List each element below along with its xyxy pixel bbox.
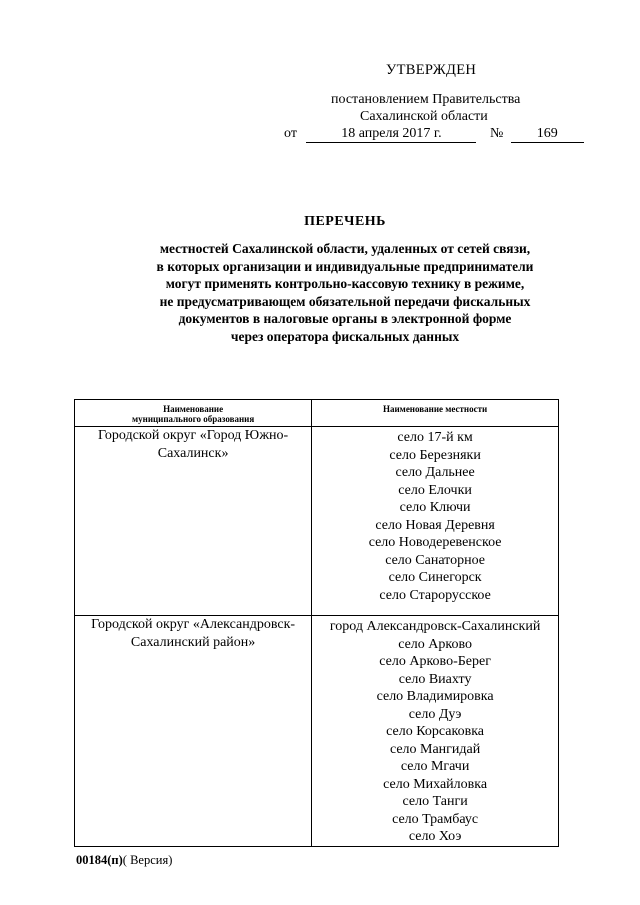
locality-item: село Санаторное bbox=[385, 552, 485, 568]
locality-item: село Новая Деревня bbox=[375, 517, 495, 533]
locality-item: село Владимировка bbox=[376, 689, 494, 704]
municipality-cell: Городской округ «Александровск-Сахалинский район» bbox=[75, 616, 312, 847]
locality-item: село Ключи bbox=[399, 500, 471, 515]
approval-number: 169 bbox=[511, 126, 584, 143]
locality-item: село Корсаковка bbox=[386, 724, 485, 739]
localities-cell bbox=[312, 427, 559, 616]
locality-item: село Арково bbox=[398, 636, 472, 652]
locality-item: село Хоэ bbox=[408, 829, 462, 844]
locality-item: село Трамбаус bbox=[392, 811, 479, 827]
locality-list bbox=[312, 616, 558, 846]
document-code bbox=[76, 853, 172, 868]
document-subtitle bbox=[70, 240, 620, 345]
subtitle-line: не предусматривающем обязательной передачи фискальных bbox=[159, 293, 531, 309]
locality-item: село Синегорск bbox=[388, 570, 482, 585]
table-row bbox=[75, 427, 559, 616]
locality-item: село Дальнее bbox=[395, 465, 475, 480]
locality-item: село Березняки bbox=[389, 447, 481, 463]
subtitle-line: через оператора фискальных данных bbox=[230, 328, 460, 344]
locality-item: село 17-й км bbox=[397, 430, 473, 445]
table-header-row bbox=[75, 400, 559, 427]
subtitle-line: могут применять контрольно-кассовую технику в режиме, bbox=[165, 276, 525, 291]
locality-list bbox=[312, 427, 558, 604]
locality-item: село Новодеревенское bbox=[368, 535, 502, 550]
document-code-number: 00184(п) bbox=[76, 853, 123, 867]
locality-item: село Елочки bbox=[398, 482, 472, 498]
from-label: от bbox=[284, 126, 297, 141]
localities-table bbox=[74, 399, 559, 847]
number-label: № bbox=[489, 126, 504, 141]
municipality-header-line2: муниципального образования bbox=[132, 414, 255, 424]
municipality-cell: Городской округ «Город Южно-Сахалинск» bbox=[75, 427, 312, 616]
approved-region-line: Сахалинской области bbox=[360, 109, 488, 124]
table-row bbox=[75, 616, 559, 847]
subtitle-line: местностей Сахалинской области, удаленных от сетей связи, bbox=[159, 241, 531, 256]
locality-item: село Мгачи bbox=[400, 759, 470, 774]
locality-item: село Михайловка bbox=[383, 776, 488, 792]
approved-by-line: постановлением Правительства bbox=[331, 92, 521, 107]
approval-date-number-line bbox=[284, 125, 584, 143]
locality-item: село Старорусское bbox=[379, 587, 491, 603]
subtitle-line: в которых организации и индивидуальные предприниматели bbox=[156, 258, 534, 274]
locality-item: село Арково-Берег bbox=[379, 654, 491, 669]
locality-item: село Мангидай bbox=[389, 741, 481, 757]
locality-item: село Виахту bbox=[398, 671, 472, 687]
municipality-header-line1: Наименование bbox=[163, 404, 224, 414]
locality-column-header bbox=[312, 400, 559, 427]
document-version-label: ( Версия) bbox=[122, 853, 173, 867]
approved-heading: УТВЕРЖДЕН bbox=[386, 62, 477, 78]
subtitle-line: документов в налоговые органы в электронной форме bbox=[178, 311, 512, 326]
locality-item: село Танги bbox=[402, 794, 468, 809]
document-title: ПЕРЕЧЕНЬ bbox=[304, 214, 386, 229]
localities-cell bbox=[312, 616, 559, 847]
approval-date: 18 апреля 2017 г. bbox=[306, 126, 476, 143]
locality-header-text: Наименование местности bbox=[383, 404, 488, 414]
locality-item: село Дуэ bbox=[408, 706, 462, 722]
municipality-column-header bbox=[75, 400, 312, 427]
locality-item: город Александровск-Сахалинский bbox=[329, 619, 541, 634]
